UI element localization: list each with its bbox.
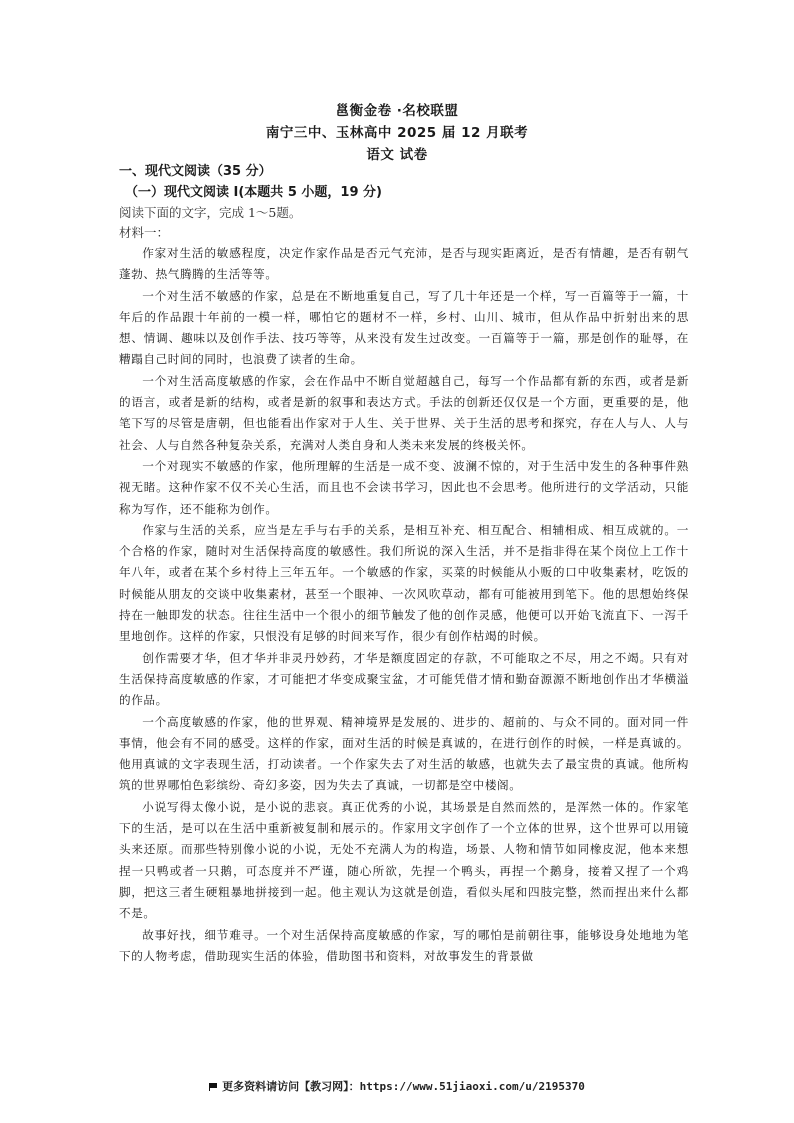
paragraph: 一个对生活不敏感的作家，总是在不断地重复自己，写了几十年还是一个样，写一百篇等于一篇，十年后的作品跟十年前的一模一样，哪怕它的题材不一样，乡村、山川、城市，但从作品中折射出来的思想、情调、趣味以及创作手法、技巧等等，从来没有发生过改变。一百篇等于一篇，那是创作的耻辱，在糟蹋自己时间的同时，也浪费了读者的生命。 bbox=[119, 288, 689, 367]
paragraph: 小说写得太像小说，是小说的悲哀。真正优秀的小说，其场景是自然而然的，是浑然一体的。作家笔下的生活，是可以在生活中重新被复制和展示的。作家用文字创作了一个立体的世界，这个世界可以用镜头来还原。而那些特别像小说的小说，无处不充满人为的构造，场景、人物和情节如同橡皮泥，他本来想捏一只鸭或者一只鹅，可态度并不严谨，随心所欲，先捏一个鸭头，再捏一个鹅身，接着又捏了一个鸡脚，把这三者生硬粗暴地拼接到一起。他主观认为这就是创造，看似头尾和四肢完整，然而捏出来什么都不是。 bbox=[119, 799, 689, 921]
reading-instruction: 阅读下面的文字，完成 1～5题。 bbox=[119, 205, 302, 220]
exam-subject-title: 语文 试卷 bbox=[366, 147, 428, 163]
paragraph: 一个对现实不敏感的作家，他所理解的生活是一成不变、波澜不惊的，对于生活中发生的各种事件熟视无睹。这种作家不仅不关心生活，而且也不会读书学习，因此也不会思考。他所进行的文学活动，只能称为写作，还不能称为创作。 bbox=[119, 458, 689, 516]
paragraph: 故事好找，细节难寻。一个对生活保持高度敏感的作家，写的哪怕是前朝往事，能够设身处地地为笔下的人物考虑，借助现实生活的体验，借助图书和资料，对故事发生的背景做 bbox=[119, 927, 689, 963]
paragraph: 一个对生活高度敏感的作家，会在作品中不断自觉超越自己，每写一个作品都有新的东西，或者是新的语言，或者是新的结构，或者是新的叙事和表达方式。手法的创新还仅仅是一个方面，更重要的是，他笔下写的尽管是唐朝，但也能看出作家对于人生、关于世界、关于生活的思考和探究，存在人与人、人与社会、人与自然各种复杂关系，充满对人类自身和人类未来发展的终极关怀。 bbox=[119, 373, 689, 452]
exam-series-title: 邕衡金卷 ·名校联盟 bbox=[335, 103, 459, 119]
exam-body bbox=[119, 161, 689, 967]
paragraph: 创作需要才华，但才华并非灵丹妙药，才华是额度固定的存款，不可能取之不尽，用之不竭。只有对生活保持高度敏感的作家，才可能把才华变成聚宝盆，才可能凭借才情和勤奋源源不断地创作出才华横溢的作品。 bbox=[119, 650, 689, 708]
exam-header bbox=[0, 100, 794, 166]
footer-link[interactable] bbox=[0, 1078, 794, 1094]
paragraph: 作家与生活的关系，应当是左手与右手的关系，是相互补充、相互配合、相辅相成、相互成就的。一个合格的作家，随时对生活保持高度的敏感性。我们所说的深入生活，并不是指非得在某个岗位上工作十年八年，或者在某个乡村待上三年五年。一个敏感的作家，买菜的时候能从小贩的口中收集素材，吃饭的时候能从朋友的交谈中收集素材，甚至一个眼神、一次风吹草动，都有可能被用到笔下。他的思想始终保持在一触即发的状态。往往生活中一个很小的细节触发了他的创作灵感，他便可以开始飞流直下、一泻千里地创作。这样的作家，只恨没有足够的时间来写作，很少有创作枯竭的时候。 bbox=[119, 522, 689, 644]
section-title: 一、现代文阅读（35 分） bbox=[119, 164, 272, 179]
footer-text[interactable]: 更多资料请访问【教习网】：https://www.51jiaoxi.com/u/2195370 bbox=[222, 1080, 585, 1093]
paragraph: 作家对生活的敏感程度，决定作家作品是否元气充沛，是否与现实距离近，是否有情趣，是否有朝气蓬勃、热气腾腾的生活等等。 bbox=[119, 246, 689, 282]
subsection-title: （一）现代文阅读 I(本题共 5 小题，19 分) bbox=[125, 185, 382, 200]
flag-icon bbox=[209, 1083, 218, 1091]
exam-school-title: 南宁三中、玉林高中 2025 届 12 月联考 bbox=[265, 125, 529, 141]
paragraph: 一个高度敏感的作家，他的世界观、精神境界是发展的、进步的、超前的、与众不同的。面对同一件事情，他会有不同的感受。这样的作家，面对生活的时候是真诚的，在进行创作的时候，一样是真诚的。他用真诚的文字表现生活，打动读者。一个作家失去了对生活的敏感，也就失去了最宝贵的真诚。他所构筑的世界哪怕色彩缤纷、奇幻多姿，因为失去了真诚，一切都是空中楼阁。 bbox=[119, 714, 689, 793]
material-label: 材料一： bbox=[119, 225, 170, 240]
